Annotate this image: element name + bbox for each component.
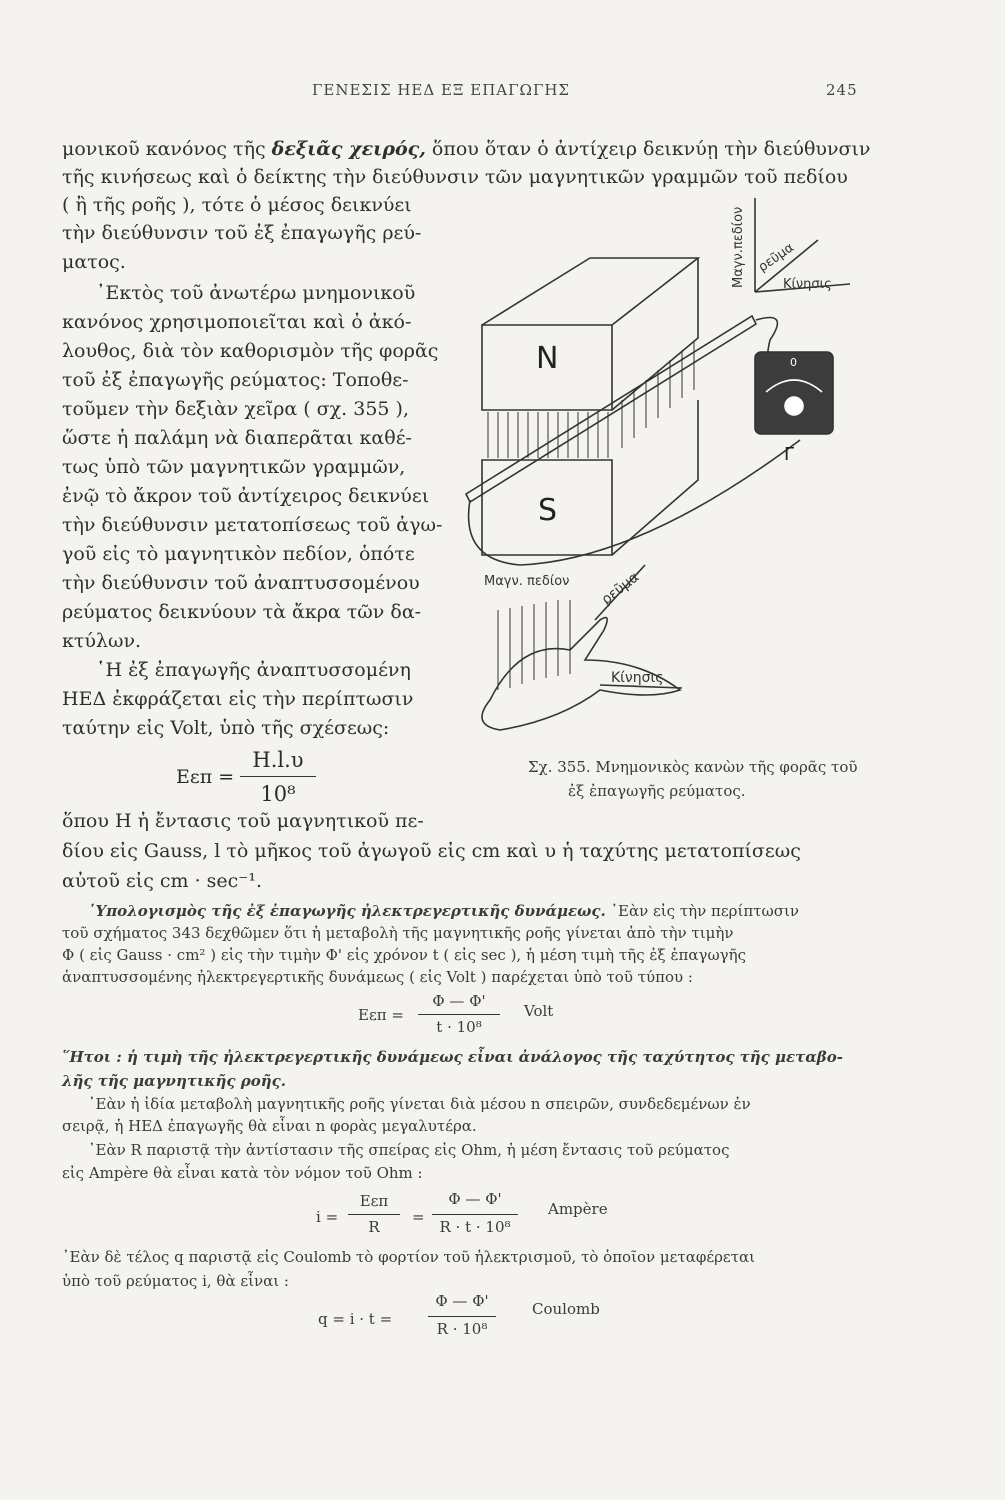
formula-denominator: 10⁸ — [260, 782, 296, 806]
formula-numerator: Eεπ — [359, 1192, 389, 1210]
text-line: τως ὑπὸ τῶν μαγνητικῶν γραμμῶν, — [62, 456, 406, 478]
galvanometer-zero: 0 — [790, 356, 797, 369]
small-text-line: Φ ( εἰς Gauss · cm² ) εἰς τὴν τιμὴν Φ' εἰς χρόνον t ( εἰς sec ), ἡ μέση τιμὴ τῆς ἐξ ἐπαγωγῆς — [62, 946, 747, 964]
motion-label-top: Κίνησις — [783, 277, 832, 292]
figure-355 — [455, 185, 875, 745]
small-text-line: ᾿Εὰν ἡ ἰδία μεταβολὴ μαγνητικῆς ροῆς γίνεται διὰ μέσου n σπειρῶν, συνδεδεμένων ἐν — [88, 1095, 751, 1113]
formula-lhs: Eεπ = — [176, 766, 235, 788]
small-text-line: ᾿Εὰν δὲ τέλος q παριστᾷ εἰς Coulomb τὸ φορτίον τοῦ ἠλεκτρισμοῦ, τὸ ὁποῖον μεταφέρεται — [62, 1248, 756, 1266]
text-line: ΗΕΔ ἐκφράζεται εἰς τὴν περίπτωσιν — [62, 688, 414, 710]
small-text-line: σειρᾷ, ἡ ΗΕΔ ἐπαγωγῆς θὰ εἶναι n φορὰς μεγαλυτέρα. — [62, 1117, 477, 1135]
conclusion-line: ῞Ητοι : ἡ τιμὴ τῆς ἠλεκτρεγερτικῆς δυνάμεως εἶναι ἀνάλογος τῆς ταχύτητος τῆς μεταβο- — [62, 1048, 843, 1066]
text-line: ματος. — [62, 251, 126, 273]
text-line: ὥστε ἡ παλάμη νὰ διαπερᾶται καθέ- — [62, 427, 412, 449]
current-label-hand: ρεῦμα — [598, 569, 643, 609]
text-line: τοῦ ἐξ ἐπαγωγῆς ρεύματος: Τοποθε- — [62, 369, 409, 391]
text-line — [62, 140, 870, 159]
text-span: ᾿Εὰν εἰς τὴν περίπτωσιν — [605, 902, 799, 920]
text-line: ᾿Εκτὸς τοῦ ἀνωτέρω μνημονικοῦ — [96, 282, 416, 304]
text-line: τῆς κινήσεως καὶ ὁ δείκτης τὴν διεύθυνσιν τῶν μαγνητικῶν γραμμῶν τοῦ πεδίου — [62, 166, 848, 188]
fraction-bar — [240, 776, 316, 777]
text-line: κτύλων. — [62, 630, 142, 652]
small-text-line: ὑπὸ τοῦ ρεύματος i, θὰ εἶναι : — [62, 1272, 289, 1290]
text-line: ῾Η ἐξ ἐπαγωγῆς ἀναπτυσσομένη — [96, 659, 411, 681]
formula-unit: Volt — [524, 1002, 554, 1020]
formula-numerator: H.l.υ — [252, 748, 304, 772]
formula-unit: Ampère — [548, 1200, 608, 1218]
text-line: γοῦ εἰς τὸ μαγνητικὸν πεδίον, ὁπότε — [62, 543, 415, 565]
motion-label-hand: Κίνησις — [611, 670, 664, 686]
formula-unit: Coulomb — [532, 1300, 600, 1318]
emphasis-text: ῾Υπολογισμὸς τῆς ἐξ ἐπαγωγῆς ἠλεκτρεγερτικῆς δυνάμεως. — [88, 902, 606, 920]
north-pole-top — [482, 258, 698, 325]
page-number: 245 — [826, 81, 858, 99]
wire — [469, 440, 800, 565]
text-line: ( ἢ τῆς ροῆς ), τότε ὁ μέσος δεικνύει — [62, 194, 412, 216]
fraction-bar — [348, 1214, 400, 1215]
equals-sign: = — [412, 1208, 425, 1226]
field-label-vertical: Μαγν.πεδίον — [731, 206, 746, 288]
text-line: ρεύματος δεικνύουν τὰ ἄκρα τῶν δα- — [62, 601, 422, 623]
text-line: ἐνῷ τὸ ἄκρον τοῦ ἀντίχειρος δεικνύει — [62, 485, 430, 507]
text-line: δίου εἰς Gauss, l τὸ μῆκος τοῦ ἀγωγοῦ εἰς cm καὶ υ ἡ ταχύτης μετατοπίσεως — [62, 840, 801, 862]
formula-lhs: i = — [316, 1208, 339, 1226]
fraction-bar — [418, 1014, 500, 1015]
north-label: N — [536, 341, 559, 376]
running-header: ΓΕΝΕΣΙΣ ΗΕΔ ΕΞ ΕΠΑΓΩΓΗΣ — [312, 81, 571, 99]
emphasis-text: δεξιᾶς χειρός, — [271, 138, 426, 160]
formula-lhs: q = i · t = — [318, 1310, 393, 1328]
text-line: ὅπου H ἡ ἔντασις τοῦ μαγνητικοῦ πε- — [62, 810, 424, 832]
formula-numerator: Φ — Φ' — [448, 1190, 502, 1208]
text-line: τοῦμεν τὴν δεξιὰν χεῖρα ( σχ. 355 ), — [62, 398, 410, 420]
fraction-bar — [428, 1316, 496, 1317]
south-label: S — [538, 493, 558, 528]
conclusion-line: λῆς τῆς μαγνητικῆς ροῆς. — [62, 1072, 286, 1090]
fraction-bar — [432, 1214, 518, 1215]
small-text-line: ἀναπτυσσομένης ἠλεκτρεγερτικῆς δυνάμεως ( εἰς Volt ) παρέχεται ὑπὸ τοῦ τύπου : — [62, 968, 693, 986]
text-line: αὐτοῦ εἰς cm · sec⁻¹. — [62, 870, 262, 892]
formula-numerator: Φ — Φ' — [435, 1292, 489, 1310]
text-line: ταύτην εἰς Volt, ὑπὸ τῆς σχέσεως: — [62, 717, 390, 739]
formula-denominator: R — [368, 1218, 380, 1236]
formula-denominator: R · 10⁸ — [436, 1320, 488, 1338]
text-line: τὴν διεύθυνσιν τοῦ ἀναπτυσσομένου — [62, 572, 420, 594]
text-line: τὴν διεύθυνσιν μετατοπίσεως τοῦ ἀγω- — [62, 514, 443, 536]
formula-denominator: t · 10⁸ — [436, 1018, 482, 1036]
formula-numerator: Φ — Φ' — [432, 992, 486, 1010]
text-line: κανόνος χρησιμοποιεῖται καὶ ὁ ἀκό- — [62, 311, 412, 333]
small-text-line: ᾿Εὰν R παριστᾷ τὴν ἀντίστασιν τῆς σπείρας εἰς Ohm, ἡ μέση ἔντασις τοῦ ρεύματος — [88, 1141, 730, 1159]
formula-lhs: Eεπ = — [358, 1006, 404, 1024]
text-span: μονικοῦ κανόνος τῆς — [62, 138, 272, 160]
text-line: λουθος, διὰ τὸν καθορισμὸν τῆς φορᾶς — [62, 340, 439, 362]
small-text-line — [88, 904, 799, 919]
current-label-top: ρεῦμα — [755, 240, 797, 276]
galvanometer-label: Γ — [784, 444, 795, 465]
formula-denominator: R · t · 10⁸ — [439, 1218, 511, 1236]
figure-caption: Σχ. 355. Μνημονικὸς κανὼν τῆς φορᾶς τοῦ — [528, 758, 858, 776]
small-text-line: τοῦ σχήματος 343 δεχθῶμεν ὅτι ἡ μεταβολὴ τῆς μαγνητικῆς ροῆς γίνεται ἀπὸ τὴν τιμὴν — [62, 924, 734, 942]
text-span: ὅπου ὅταν ὁ ἀντίχειρ δεικνύῃ τὴν διεύθυνσιν — [425, 138, 871, 160]
conductor-rod — [466, 316, 756, 502]
field-label-hand: Μαγν. πεδίον — [484, 574, 570, 589]
text-line: τὴν διεύθυνσιν τοῦ ἐξ ἐπαγωγῆς ρεύ- — [62, 222, 422, 244]
figure-caption-line2: ἐξ ἐπαγωγῆς ρεύματος. — [568, 782, 746, 800]
south-pole-side — [612, 400, 698, 555]
small-text-line: εἰς Ampère θὰ εἶναι κατὰ τὸν νόμον τοῦ Ohm : — [62, 1164, 423, 1182]
